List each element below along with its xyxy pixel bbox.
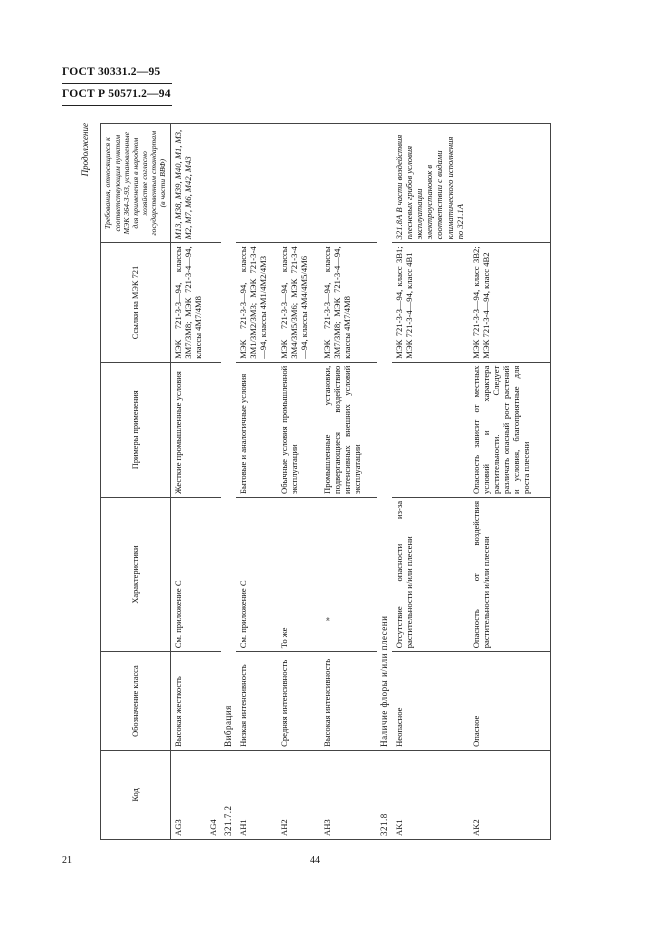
cell-examples	[392, 362, 469, 497]
cell-empty	[206, 497, 220, 651]
cell-references: МЭК 721-3-3—94, класс 3В2; МЭК 721-3-4—94, класс 4В2	[469, 243, 551, 362]
section-number: 321.8	[377, 750, 392, 839]
table-row	[236, 124, 277, 840]
cell-references: МЭК 721-3-3—94, классы 3М1/3М2/3М3; МЭК 721-3-4—94, классы 4М1/4М2/4М3	[236, 243, 277, 362]
cell-requirements: 321.8А В части воздействия плесневых грибов условия эксплуатации электроустановок в соответствии с видами климатического исполнения по 321.1А	[392, 124, 469, 243]
cell-characteristics: Опасность от воздействия растительности и/или плесени	[469, 497, 551, 651]
cell-examples: Промышленные установки, подвергающиеся воздействию интенсивных внешних условий эксплуатации	[320, 362, 377, 497]
cell-empty	[236, 124, 277, 243]
section-row-flora	[377, 124, 392, 840]
cell-characteristics: См. приложение С	[171, 497, 207, 651]
cell-code: AG3	[171, 750, 207, 839]
cell-references: МЭК 721-3-3—94, класс 3В1; МЭК 721-3-4—94, класс 4В1	[392, 243, 469, 362]
standard-number-1: ГОСТ 30331.2—95	[62, 66, 161, 78]
section-title: Вибрация	[221, 124, 236, 751]
table-row	[392, 124, 469, 840]
cell-empty	[206, 362, 220, 497]
cell-code: AH3	[320, 750, 377, 839]
cell-examples: Бытовые и аналогичные условия	[236, 362, 277, 497]
page-number-center: 44	[310, 855, 320, 866]
section-row-vibration	[221, 124, 236, 840]
cell-designation: Высокая жесткость	[171, 652, 207, 751]
section-title: Наличие флоры и/или плесени	[377, 124, 392, 751]
continuation-label: Продолжение	[80, 123, 90, 177]
cell-code: AK2	[469, 750, 551, 839]
table-row	[277, 124, 320, 840]
standard-number-2: ГОСТ Р 50571.2—94	[62, 88, 171, 100]
cell-examples: Опасность зависит от местных условий и характера растительности. Следует различать опасный рост растений и условия, благоприятные для роста плесени	[469, 362, 551, 497]
col-requirements: Требования, относящиеся к соответствующим пунктам МЭК 364-3-93, установленные для применения в народном хозяйстве согласно государственным стандартам (в части ВВФ)	[101, 124, 171, 243]
cell-empty	[206, 243, 220, 362]
standards-table	[100, 123, 551, 840]
rotated-table-area	[80, 123, 551, 840]
col-examples: Примеры применения	[101, 362, 171, 497]
col-code: Код	[101, 750, 171, 839]
cell-characteristics: Отсутствие опасности из-за растительности и/или плесени	[392, 497, 469, 651]
cell-code: AH2	[277, 750, 320, 839]
cell-empty	[206, 652, 220, 751]
cell-code: AH1	[236, 750, 277, 839]
cell-references: МЭК 721-3-3—94, классы 3М7/3М8; МЭК 721-3-4—94, классы 4М7/4М8	[171, 243, 207, 362]
cell-references: МЭК 721-3-3—94, классы 3М7/3М8; МЭК 721-3-4—94, классы 4М7/4М8	[320, 243, 377, 362]
cell-characteristics: См. приложение С	[236, 497, 277, 651]
header-rule-1	[62, 83, 172, 84]
cell-characteristics: То же	[277, 497, 320, 651]
col-characteristics: Характеристики	[101, 497, 171, 651]
header-rule-2	[62, 105, 172, 106]
page-number-left: 21	[62, 855, 72, 866]
cell-examples: Обычные условия промышленной эксплуатации	[277, 362, 320, 497]
table-row	[171, 124, 207, 840]
cell-empty	[206, 124, 220, 243]
cell-code: AG4	[206, 750, 220, 839]
cell-designation: Средняя интенсивность	[277, 652, 320, 751]
cell-designation: Высокая интенсивность	[320, 652, 377, 751]
cell-references: МЭК 721-3-3—94, классы 3М4/3М5/3М6; МЭК 721-3-4—94, классы 4М4/4М5/4М6	[277, 243, 320, 362]
table-row	[469, 124, 551, 840]
cell-designation: Неопасное	[392, 652, 469, 751]
cell-examples: Жесткие промышленные условия	[171, 362, 207, 497]
cell-empty	[469, 124, 551, 243]
col-references: Ссылки на МЭК 721	[101, 243, 171, 362]
cell-requirements: М13, М38, М39, М40, М1, М3, М2, М7, М6, М42, М43	[171, 124, 207, 243]
cell-characteristics: »	[320, 497, 377, 651]
table-row	[320, 124, 377, 840]
cell-empty	[320, 124, 377, 243]
section-number: 321.7.2	[221, 750, 236, 839]
table-row	[206, 124, 220, 840]
col-designation: Обозначение класса	[101, 652, 171, 751]
cell-empty	[277, 124, 320, 243]
cell-designation: Опасное	[469, 652, 551, 751]
cell-code: AK1	[392, 750, 469, 839]
cell-designation: Низкая интенсивность	[236, 652, 277, 751]
